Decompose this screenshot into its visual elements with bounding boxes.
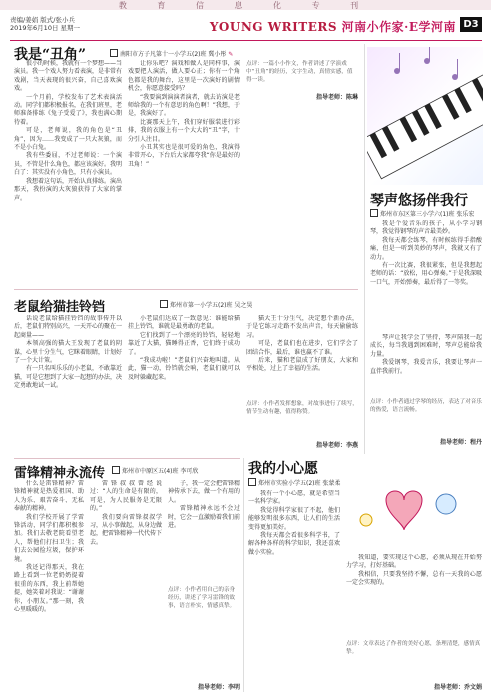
article-heart-author: 郑州市实验小学五(2)班 张蒙柔 [248,478,340,487]
article-chouguo-col2 [128,60,240,284]
paragraph: 比赛那天上午，我们穿好服装进行彩排，我的衣服上有一个大大的“丑”字，十分引人注目。 [128,118,240,143]
heart-doodle-image [346,470,482,550]
paragraph: 小老鼠们达成了一致意见：谁能给猫挂上铃铛，谁就是最勇敢的老鼠。 [128,315,240,331]
pencil-icon: ✎ [228,51,234,58]
page-number: D3 [460,17,482,32]
article-kite-col2 [128,315,240,455]
article-thunder-teacher: 指导老师：李明 [197,684,240,691]
paragraph: 有一次比赛，我很紧张，但是我想起老师的话：“放松，用心弹奏。”于是我深吸一口气，开始弹奏，最后得了一等奖。 [370,262,482,286]
brand-en: YOUNG WRITERS [209,20,337,34]
brand-area [200,13,482,39]
article-kite-note: 点评：小作者发挥想象，对故事进行了续写，情节生动有趣，值得称赞。 [246,401,358,415]
article-kite-col3 [246,315,358,395]
paragraph: 我还记得那天，我在路上看到一位老奶奶提着很重的东西，我上前帮她提，她笑着对我说：“谢谢你，小朋友。”那一刻，我心里暖暖的。 [14,564,84,614]
article-heart-col1 [248,490,340,690]
brand-cn: 河南小作家·E学河南 [341,20,456,34]
article-kite-title: 老鼠给猫挂铃铛 [14,300,106,315]
article-thunder-col1 [14,480,84,690]
paragraph: 我们要向雷锋叔叔学习，从小事做起，从身边做起，把雷锋精神一代代传下去。 [90,513,162,546]
header-rule [10,40,482,41]
square-icon [110,49,118,57]
article-piano-title: 琴声悠扬伴我行 [370,193,468,209]
paragraph: 本领高强的猫大王发现了老鼠的阴谋，心里十分生气，它眯着眼睛，计划好了一个大计策。 [14,340,122,365]
article-thunder-col2 [90,480,162,690]
paragraph: 一个月前，学校发布了艺术表演活动。同学们都积极报名，在我们班里，老师准备排练《兔子受爱了》，我也满心期待着。 [14,93,122,126]
article-heart-note: 点评：文章表达了作者的美好心愿，条理清楚，感情真挚。 [346,641,481,655]
article-chouguo-title: 我是“丑角” [14,47,87,63]
square-icon [160,300,168,308]
paragraph: 我们学校开展了学雷锋活动，同学们都积极参加。我们去敬老院看望老人，帮他们打扫卫生；我们去公园捡垃圾，保护环境。 [14,513,84,563]
article-thunder-author: 郑州市中原区五(4)班 李可欣 [112,466,198,475]
square-icon [112,466,120,474]
article-piano-teacher: 指导老师：程丹 [439,439,482,446]
paragraph: 雷锋叔叔曾经说过：“人的生命是有限的，可是，为人民服务是无限的。” [90,480,162,513]
article-chouguo-col3 [246,60,358,284]
paragraph: 它们找到了一个漂亮的铃铛，轻轻地靠近了大猫，猫睡得正香，它们终于成功了。 [128,331,240,356]
article-chouguo-col1 [14,60,122,284]
paragraph: 我是个爱音乐的孩子，从小学习钢琴，我觉得钢琴的声音最美妙。 [370,220,482,236]
article-heart-teacher: 指导老师：乔文娟 [433,684,482,691]
paragraph: 后来，猫和老鼠成了好朋友，大家和平相处，过上了幸福的生活。 [246,357,358,373]
teacher-line: 指导老师：陈琳 [315,94,358,101]
article-piano-author: 郑州市东区第三小学六(1)班 张乐宏 [370,209,474,218]
article-thunder-col3 [168,480,240,580]
square-icon [370,209,378,217]
paragraph: 猫大王十分生气，决定想个新办法，于是它练习走路不发出声音，每天偷偷练习。 [246,315,358,339]
column-separator [364,44,365,454]
article-piano-col2 [370,334,482,394]
square-icon [248,478,256,486]
heart-illustration [346,470,482,550]
masthead-info [10,16,80,32]
paragraph: 我相信，只要我坚持不懈，总有一天我的心愿一定会实现的。 [346,570,482,587]
column-separator [243,458,244,692]
article-kite-teacher: 指导老师：李燕 [315,442,358,449]
paragraph: 我有一个小心愿，就是希望当一名科学家。 [248,490,340,506]
paragraph: 我想着这句话，开始认真排练。演出那天，我扮演的大灰狼获得了大家的掌声。 [14,177,122,202]
paragraph: 我有些委屈，不过老师说：一个演员，不管是什么角色，都应该演好。我明白了：其实没有小角色，只有小演员。 [14,152,122,177]
paragraph: “我成功啦！”老鼠们兴奋地叫道。从此，猫一动，铃铛就会响，老鼠们就可以及时躲藏起来。 [128,357,240,381]
paragraph: 可是，老鼠们也在进步，它们学会了团结合作，最后，谁也赢不了谁。 [246,340,358,356]
paragraph: 有一只名叫乐乐的小老鼠，不敢靠近猫，可是它想到了大家一起想的办法，决定勇敢地试一试。 [14,365,122,390]
paragraph: 我每天都会练琴，有时候练得手指酸痛，但是一听到美妙的琴声，我就又有了动力。 [370,236,482,261]
paragraph: 雷锋精神永远不会过时，它会一直激励着我们前进。 [168,505,240,530]
piano-keys-image [367,47,483,185]
paragraph: 小丑其实也是很可爱的角色，我演得非常开心，下台后大家都夸我“你是最好的丑角！” [128,144,240,168]
issue-banner: 教 育 信 息 化 专 刊 [118,1,373,10]
section-divider [14,458,240,459]
section-divider [14,289,358,290]
article-kite-col1 [14,315,122,455]
article-heart-col2 [346,554,482,634]
article-thunder-note: 点评：小作者用自己的亲身经历，讲述了学习雷锋的故事，语言朴实，情感真挚。 [168,587,236,609]
paragraph: 可是，老师说，我的角色是“丑角”，因为……我变成了一只大灰狼，而不是小白兔。 [14,127,122,152]
article-kite-author: 郑州市第一小学五(2)班 吴之昊 [160,300,252,309]
article-piano-note: 点评：小作者通过学琴的经历，表达了对音乐的热爱，语言流畅。 [370,399,482,413]
paragraph: “我要演到演演者演者，就去访演是老师给我的一个有意思的角色啊！”我想，于是，我演好了。 [128,93,240,118]
editors-line: 责编/姜娟 版式/张小兵 [10,16,75,24]
article-piano-col1 [370,220,482,330]
article-heart-title: 我的小心愿 [248,461,318,477]
review-note: 点评：一篇小小作文，作者讲述了学演戏中“丑角”的经历，文字生动，真情实感，值得一读。 [246,61,353,83]
article-thunder-title: 雷锋精神永流传 [14,466,106,481]
paragraph: 我知道，要实现这个心愿，必须从现在开始努力学习，打好基础。 [346,554,482,570]
paragraph: 很小的时候，我就有一个梦想——当演员。我一个戏人努力看表演，是非常有戏剧，当天表现的很兴奋，自己喜欢演戏。 [14,60,122,93]
article-chouguo-author: 南阳市方子凡第十一小学五(2)班 冀小彤 ✎ [110,49,233,58]
paragraph: 我觉得科学家很了不起，他们能够发明很多东西，让人们的生活变得更加美好。 [248,506,340,531]
paragraph: 我爱钢琴，我爱音乐，我要让琴声一直伴我前行。 [370,359,482,375]
paragraph: 什么是雷锋精神？雷锋精神就是热爱祖国、助人为乐、艰苦奋斗、无私奉献的精神。 [14,480,84,513]
date-line: 2019年6月10日 星期一 [10,24,81,32]
paragraph: 话说老鼠给猫挂铃铛的故事传开以后，老鼠们特别高兴，一天开心的聚在一起商量—— [14,315,122,339]
piano-illustration [367,47,483,185]
paragraph: 我每天都会看很多科学书，了解各种各样的科学知识，我还喜欢做小实验。 [248,532,340,556]
brand-title [210,18,456,35]
paragraph: 让你乐吧？演戏和做人是同样事，演戏要把人演活，做人要心正；你有一个角色都是我的舞台，这里是一次演好的剧情机会，你愿意接受吗？ [128,60,240,93]
paragraph: 子，我一定会把雷锋精神传承下去，做一个有用的人。 [168,480,240,504]
paragraph: 琴声让我学会了坚持，琴声陪我一起成长，每当我遇到困难时，琴声总能给我力量。 [370,334,482,358]
